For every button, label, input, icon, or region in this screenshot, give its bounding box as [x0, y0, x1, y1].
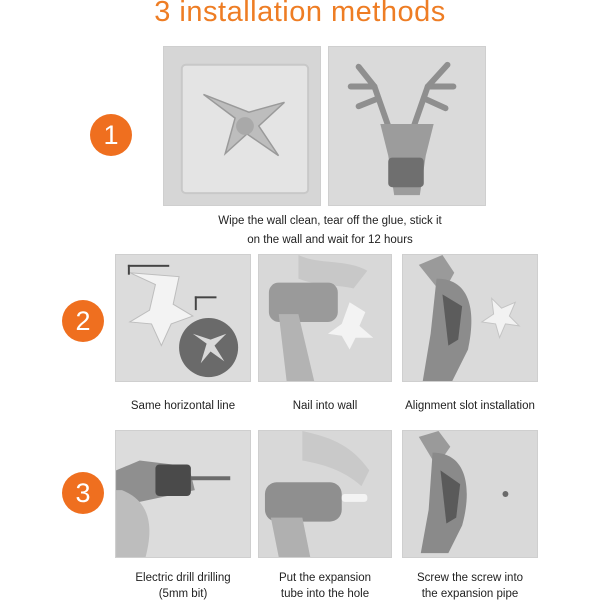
step-3-badge: 3: [62, 472, 104, 514]
expansion-tube-illustration: [259, 431, 391, 557]
step-1-caption-line2: on the wall and wait for 12 hours: [247, 234, 413, 246]
photo-horizontal-line: [115, 254, 251, 382]
horizontal-line-illustration: [116, 255, 250, 381]
step-3-caption-3-line2: the expansion pipe: [421, 588, 519, 600]
photo-expansion-tube: [258, 430, 392, 558]
screw-into-pipe-illustration: [403, 431, 537, 557]
photo-deer-hook: [328, 46, 486, 206]
photo-screw-into-pipe: [402, 430, 538, 558]
electric-drill-illustration: [116, 431, 250, 557]
photo-adhesive-patch: [163, 46, 321, 206]
adhesive-patch-illustration: [164, 47, 320, 205]
step-3-caption-1-line1: Electric drill drilling: [135, 572, 231, 584]
step-2-caption-3: Alignment slot installation: [405, 400, 535, 412]
page-title: 3 installation methods: [154, 0, 446, 28]
step-1-badge: 1: [90, 114, 132, 156]
photo-nail-into-wall: [258, 254, 392, 382]
alignment-slot-illustration: [403, 255, 537, 381]
step-3-caption-1-line2: (5mm bit): [158, 588, 208, 600]
step-2-badge: 2: [62, 300, 104, 342]
step-2-caption-2: Nail into wall: [292, 400, 358, 412]
nail-into-wall-illustration: [259, 255, 391, 381]
step-2-caption-1: Same horizontal line: [130, 400, 236, 412]
step-3-caption-2-line2: tube into the hole: [280, 588, 370, 600]
photo-alignment-slot: [402, 254, 538, 382]
deer-hook-illustration: [329, 47, 485, 205]
step-1-caption-line1: Wipe the wall clean, tear off the glue, stick it: [218, 215, 442, 227]
step-3-caption-2-line1: Put the expansion: [278, 572, 372, 584]
photo-electric-drill: [115, 430, 251, 558]
step-3-caption-3-line1: Screw the screw into: [416, 572, 524, 584]
